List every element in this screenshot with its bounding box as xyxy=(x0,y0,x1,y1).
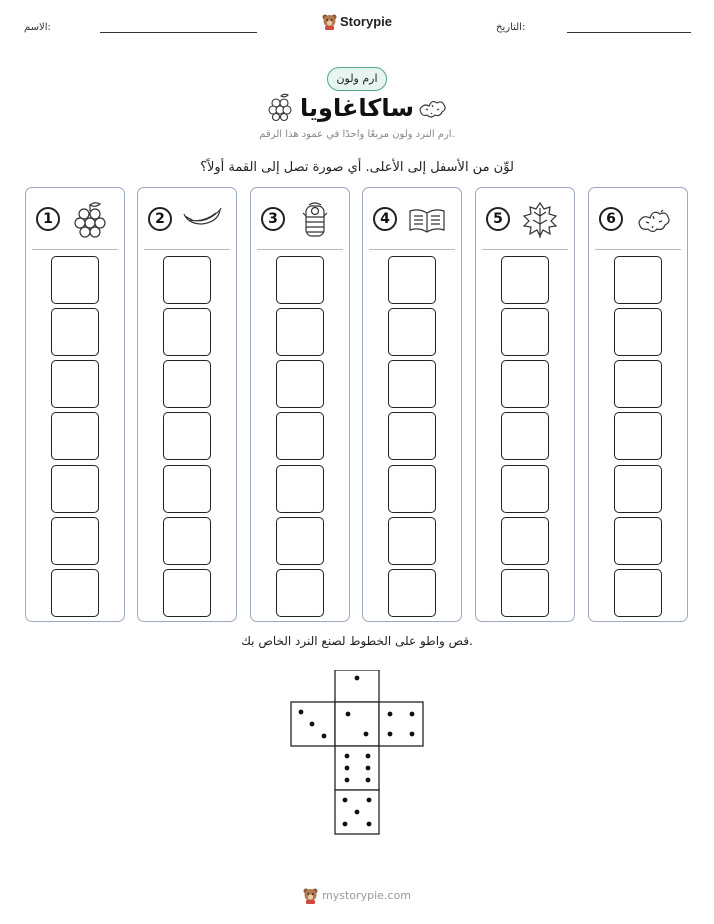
color-square[interactable] xyxy=(163,360,211,408)
color-square[interactable] xyxy=(163,308,211,356)
column-header xyxy=(476,198,574,242)
color-square[interactable] xyxy=(276,465,324,513)
dice-face-lower xyxy=(335,746,379,790)
footer xyxy=(0,887,714,908)
instruction-text: لوِّن من الأسفل إلى الأعلى. أي صورة تصل إلى القمة أولاً؟ xyxy=(200,160,514,175)
color-square[interactable] xyxy=(614,465,662,513)
color-square[interactable] xyxy=(51,569,99,617)
race-column-5 xyxy=(475,187,575,622)
bear-mascot-icon xyxy=(303,887,318,904)
footer-site[interactable]: mystorypie.com xyxy=(322,889,411,902)
column-header xyxy=(138,198,236,242)
column-divider xyxy=(369,249,455,250)
column-number: 6 xyxy=(599,207,623,231)
color-square[interactable] xyxy=(388,465,436,513)
color-square[interactable] xyxy=(501,517,549,565)
date-label: التاريخ: xyxy=(496,22,526,33)
color-square[interactable] xyxy=(51,465,99,513)
color-square[interactable] xyxy=(163,569,211,617)
color-square[interactable] xyxy=(614,517,662,565)
column-divider xyxy=(32,249,118,250)
color-square[interactable] xyxy=(163,412,211,460)
column-header xyxy=(363,198,461,242)
name-label: الاسم: xyxy=(24,22,51,33)
color-square[interactable] xyxy=(388,256,436,304)
color-square[interactable] xyxy=(51,517,99,565)
brand-logo xyxy=(0,13,714,34)
dice-face-right xyxy=(379,702,423,746)
open-book-icon xyxy=(407,200,447,240)
color-square[interactable] xyxy=(276,308,324,356)
color-square[interactable] xyxy=(614,256,662,304)
race-column-4 xyxy=(362,187,462,622)
dice-face-center xyxy=(335,702,379,746)
column-divider xyxy=(257,249,343,250)
color-square[interactable] xyxy=(276,569,324,617)
column-number: 5 xyxy=(486,207,510,231)
color-square[interactable] xyxy=(614,308,662,356)
column-header xyxy=(589,198,687,242)
color-square[interactable] xyxy=(163,465,211,513)
race-column-3 xyxy=(250,187,350,622)
color-square[interactable] xyxy=(51,256,99,304)
date-line[interactable] xyxy=(567,32,691,33)
bear-mascot-icon xyxy=(322,13,337,30)
dice-net xyxy=(290,670,426,836)
color-square[interactable] xyxy=(276,256,324,304)
cradleboard-icon xyxy=(295,200,335,240)
color-square[interactable] xyxy=(501,569,549,617)
color-square[interactable] xyxy=(614,412,662,460)
color-square[interactable] xyxy=(163,256,211,304)
color-square[interactable] xyxy=(501,465,549,513)
color-square[interactable] xyxy=(51,308,99,356)
column-number: 4 xyxy=(373,207,397,231)
column-divider xyxy=(482,249,568,250)
color-square[interactable] xyxy=(388,517,436,565)
color-square[interactable] xyxy=(388,569,436,617)
color-square[interactable] xyxy=(388,308,436,356)
column-divider xyxy=(595,249,681,250)
race-column-1 xyxy=(25,187,125,622)
color-square[interactable] xyxy=(501,256,549,304)
color-square[interactable] xyxy=(388,360,436,408)
canoe-icon xyxy=(182,200,222,240)
column-header xyxy=(26,198,124,242)
dice-face-top xyxy=(335,670,379,702)
column-number: 1 xyxy=(36,207,60,231)
leaf-icon xyxy=(520,200,560,240)
page-title: ساكاغاويا xyxy=(300,94,414,122)
color-square[interactable] xyxy=(276,412,324,460)
color-square[interactable] xyxy=(163,517,211,565)
activity-tag: ارم ولون xyxy=(327,67,387,91)
berries-icon xyxy=(266,92,296,122)
color-square[interactable] xyxy=(614,569,662,617)
brand-name: Storypie xyxy=(339,14,392,29)
column-divider xyxy=(144,249,230,250)
color-square[interactable] xyxy=(614,360,662,408)
color-square[interactable] xyxy=(276,360,324,408)
color-square[interactable] xyxy=(51,360,99,408)
column-number: 2 xyxy=(148,207,172,231)
color-square[interactable] xyxy=(51,412,99,460)
color-square[interactable] xyxy=(501,412,549,460)
dice-instruction: قص واطو على الخطوط لصنع النرد الخاص بك. xyxy=(241,634,473,648)
column-number: 3 xyxy=(261,207,285,231)
color-square[interactable] xyxy=(501,360,549,408)
ginger-root-icon xyxy=(633,200,673,240)
column-header xyxy=(251,198,349,242)
berries-icon xyxy=(70,200,110,240)
color-square[interactable] xyxy=(276,517,324,565)
subtitle: ارم النرد ولون مربعًا واحدًا في عمود هذا الرقم. xyxy=(259,129,455,140)
color-square[interactable] xyxy=(501,308,549,356)
race-column-6 xyxy=(588,187,688,622)
race-column-2 xyxy=(137,187,237,622)
color-square[interactable] xyxy=(388,412,436,460)
